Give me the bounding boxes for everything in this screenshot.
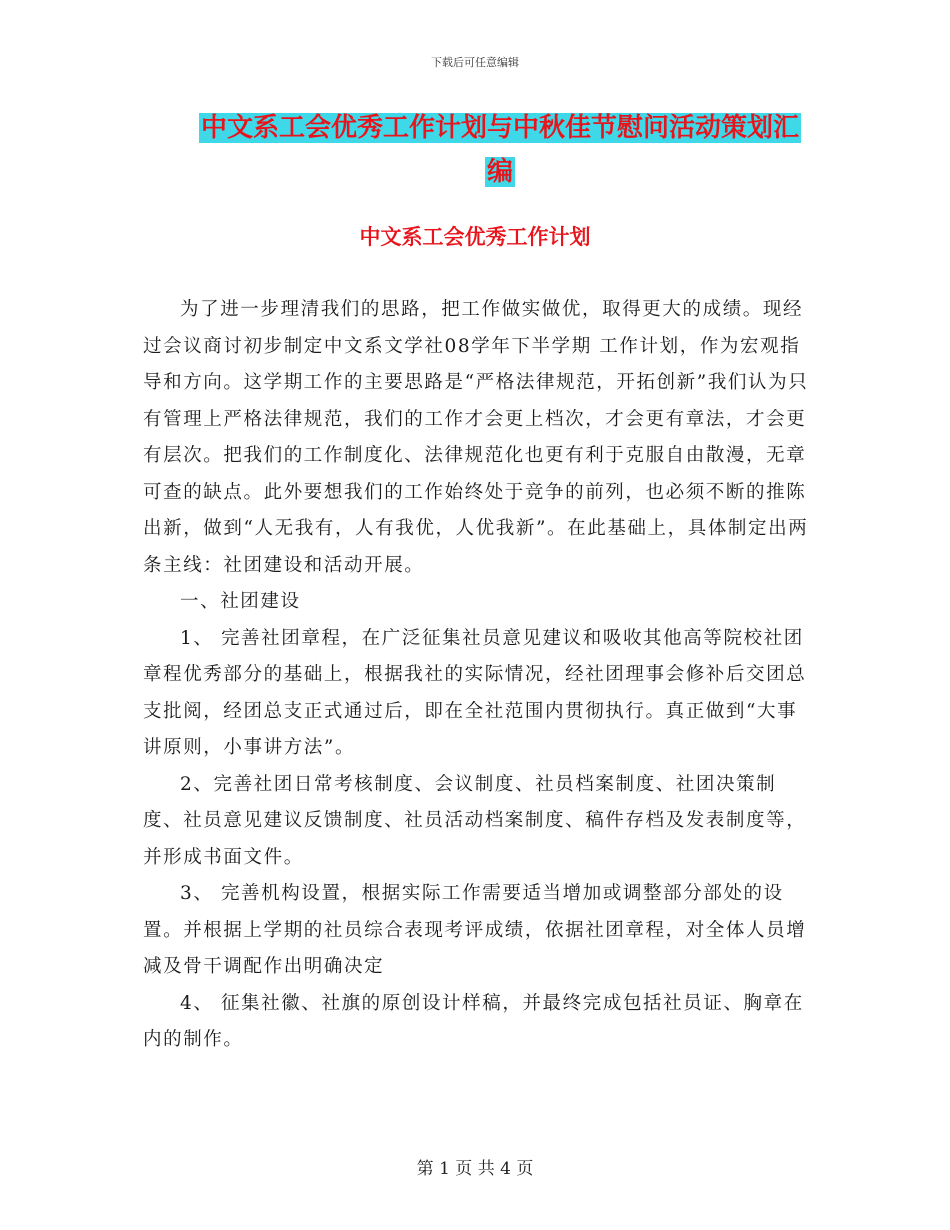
paragraph-intro: 为了进一步理清我们的思路，把工作做实做优，取得更大的成绩。现经过会议商讨初步制定中文系文学社08学年下半学期 工作计划，作为宏观指导和方向。这学期工作的主要思路是“严格法律规范，开拓创新”我们认为只有管理上严格法律规范，我们的工作才会更上档次，才会更有章法，才会更有层次。把我们的工作制度化、法律规范化也更有利于克服自由散漫，无章可查的缺点。此外要想我们的工作始终处于竞争的前列，也必须不断的推陈出新，做到“人无我有，人有我优，人优我新”。在此基础上，具体制定出两条主线：社团建设和活动开展。 — [143, 299, 809, 576]
page-number-footer: 第 1 页 共 4 页 — [416, 1159, 534, 1179]
document-title — [150, 106, 850, 194]
paragraph-item-3: 3、 完善机构设置，根据实际工作需要适当增加或调整部分部处的设置。并根据上学期的社员综合表现考评成绩，依据社团章程，对全体人员增减及骨干调配作出明确决定 — [143, 883, 807, 977]
document-title-line-1: 中文系工会优秀工作计划与中秋佳节慰问活动策划汇 — [200, 113, 799, 143]
paragraph-item-1: 1、 完善社团章程，在广泛征集社员意见建议和吸收其他高等院校社团章程优秀部分的基础上，根据我社的实际情况，经社团理事会修补后交团总支批阅，经团总支正式通过后，即在全社范围内贯彻执行。真正做到“大事讲原则，小事讲方法”。 — [143, 627, 807, 758]
paragraph-item-2: 2、完善社团日常考核制度、会议制度、社员档案制度、社团决策制度、社员意见建议反馈制度、社员活动档案制度、稿件存档及发表制度等，并形成书面文件。 — [143, 773, 807, 868]
document-title-line-2: 编 — [486, 157, 513, 187]
paragraph-heading-club-building: 一、社团建设 — [180, 591, 301, 612]
header-note: 下载后可任意编辑 — [431, 56, 519, 69]
body-text — [143, 292, 815, 1059]
paragraph-item-4: 4、 征集社徽、社旗的原创设计样稿，并最终完成包括社员证、胸章在内的制作。 — [143, 992, 804, 1050]
section-title: 中文系工会优秀工作计划 — [359, 225, 591, 249]
